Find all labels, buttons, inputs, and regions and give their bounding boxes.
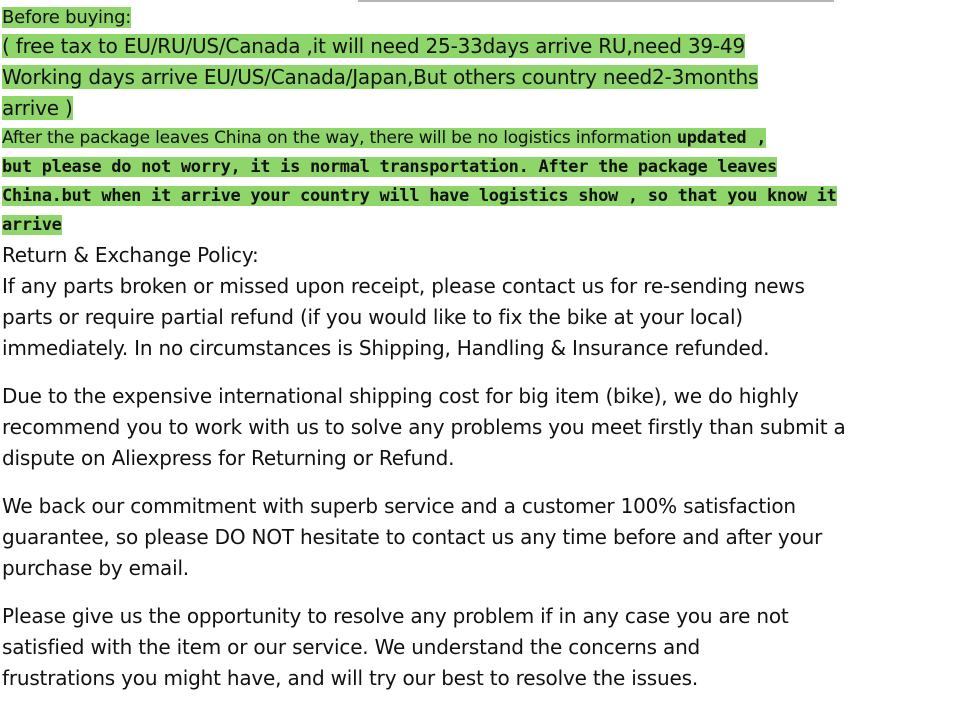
policy-paragraph-opportunity: Please give us the opportunity to resolve any problem if in any case you are not satisfied with the item or our service. We understand the concerns and frustrations you might have, and will try our best to resolve the issues. (2, 604, 789, 690)
product-notice-document (2, 4, 958, 694)
logistics-line-2: but please do not worry, it is normal transportation. After the package leaves (2, 157, 777, 177)
policy-title: Return & Exchange Policy: (2, 243, 259, 267)
logistics-line-1 (2, 124, 958, 153)
policy-paragraph-commitment: We back our commitment with superb service and a customer 100% satisfaction guarantee, so please DO NOT hesitate to contact us any time before and after your purchase by email. (2, 494, 823, 580)
free-tax-line-1: ( free tax to EU/RU/US/Canada ,it will need 25-33days arrive RU,need 39-49 (2, 34, 745, 58)
before-buying-title: Before buying: (2, 7, 132, 28)
logistics-line-4: arrive (2, 215, 62, 235)
logistics-regular-text: After the package leaves China on the way, there will be no logistics information (2, 128, 677, 148)
free-tax-line-2: Working days arrive EU/US/Canada/Japan,But others country need2-3months (2, 65, 759, 89)
policy-paragraph-shipping-cost: Due to the expensive international shipping cost for big item (bike), we do highly recommend you to work with us to solve any problems you meet firstly than submit a dispute on Aliexpress for Returning or Refund. (2, 384, 846, 470)
before-buying-heading (2, 4, 958, 31)
free-tax-line-3: arrive ) (2, 96, 73, 120)
top-divider (358, 0, 834, 2)
logistics-line-3: China.but when it arrive your country will have logistics show , so that you know it (2, 186, 837, 206)
policy-paragraph-broken-parts: If any parts broken or missed upon receipt, please contact us for re-sending news parts or require partial refund (if you would like to fix the bike at your local) immediately. In no circumstances is Shipping, Handling & Insurance refunded. (2, 274, 805, 360)
logistics-bold-text: updated , (676, 128, 767, 148)
